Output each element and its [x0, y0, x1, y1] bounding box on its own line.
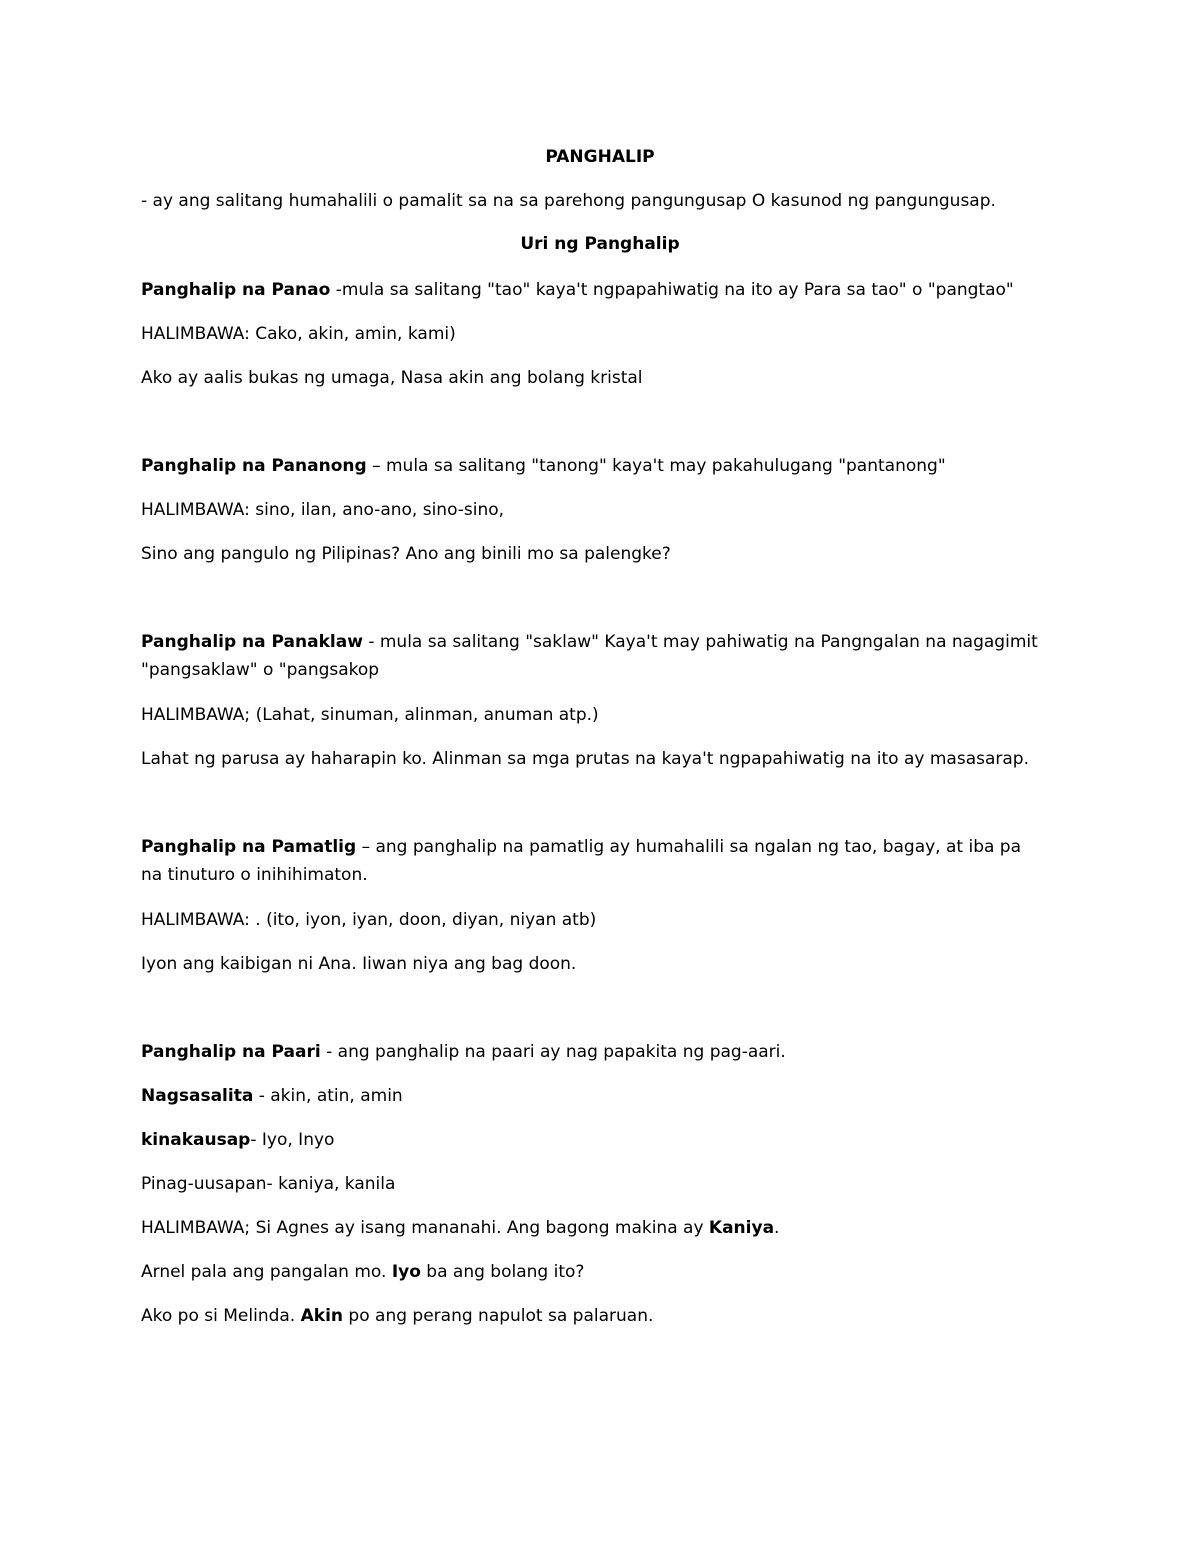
paari-kinakausap: kinakausap- Iyo, Inyo	[141, 1130, 335, 1150]
pamatlig-definition: Panghalip na Pamatlig – ang panghalip na pamatlig ay humahalili sa ngalan ng tao, bagay, at iba pa na tinuturo o inihihimaton.	[141, 837, 1022, 885]
paari-sentence-2: Ako po si Melinda. Akin po ang perang napulot sa palaruan.	[141, 1306, 654, 1326]
paari-pinag-uusapan: Pinag-uusapan- kaniya, kanila	[141, 1174, 396, 1194]
pamatlig-term: Panghalip na Pamatlig	[141, 837, 357, 857]
panaklaw-term: Panghalip na Panaklaw	[141, 632, 363, 652]
definition: - ay ang salitang humahalili o pamalit sa na sa parehong pangungusap O kasunod ng pangungusap.	[141, 191, 996, 211]
pamatlig-sentence: Iyon ang kaibigan ni Ana. Iiwan niya ang bag doon.	[141, 954, 577, 974]
pamatlig-example: HALIMBAWA: . (ito, iyon, iyan, doon, diyan, niyan atb)	[141, 910, 597, 930]
panao-example: HALIMBAWA: Cako, akin, amin, kami)	[141, 324, 456, 344]
pananong-sentence: Sino ang pangulo ng Pilipinas? Ano ang binili mo sa palengke?	[141, 544, 671, 564]
panao-term: Panghalip na Panao	[141, 280, 331, 300]
pananong-term: Panghalip na Pananong	[141, 456, 367, 476]
paari-sentence-1: Arnel pala ang pangalan mo. Iyo ba ang bolang ito?	[141, 1262, 585, 1282]
document-title: PANGHALIP	[545, 147, 655, 167]
panaklaw-definition: Panghalip na Panaklaw - mula sa salitang "saklaw" Kaya't may pahiwatig na Pangngalan na nagagimit "pangsaklaw" o "pangsakop	[141, 632, 1038, 680]
paari-term: Panghalip na Paari	[141, 1042, 321, 1062]
panaklaw-example: HALIMBAWA; (Lahat, sinuman, alinman, anuman atp.)	[141, 705, 599, 725]
panao-sentence: Ako ay aalis bukas ng umaga, Nasa akin ang bolang kristal	[141, 368, 643, 388]
pananong-example: HALIMBAWA: sino, ilan, ano-ano, sino-sino,	[141, 500, 505, 520]
panao-definition: Panghalip na Panao -mula sa salitang "tao" kaya't ngpapahiwatig na ito ay Para sa tao" o "pangtao"	[141, 280, 1014, 300]
section-subtitle: Uri ng Panghalip	[520, 234, 680, 254]
paari-nagsasalita: Nagsasalita - akin, atin, amin	[141, 1086, 403, 1106]
paari-definition: Panghalip na Paari - ang panghalip na paari ay nag papakita ng pag-aari.	[141, 1042, 786, 1062]
panaklaw-sentence: Lahat ng parusa ay haharapin ko. Alinman sa mga prutas na kaya't ngpapahiwatig na ito ay masasarap.	[141, 749, 1030, 769]
pananong-definition: Panghalip na Pananong – mula sa salitang "tanong" kaya't may pakahulugang "pantanong"	[141, 456, 946, 476]
paari-example: HALIMBAWA; Si Agnes ay isang mananahi. Ang bagong makina ay Kaniya.	[141, 1218, 780, 1238]
